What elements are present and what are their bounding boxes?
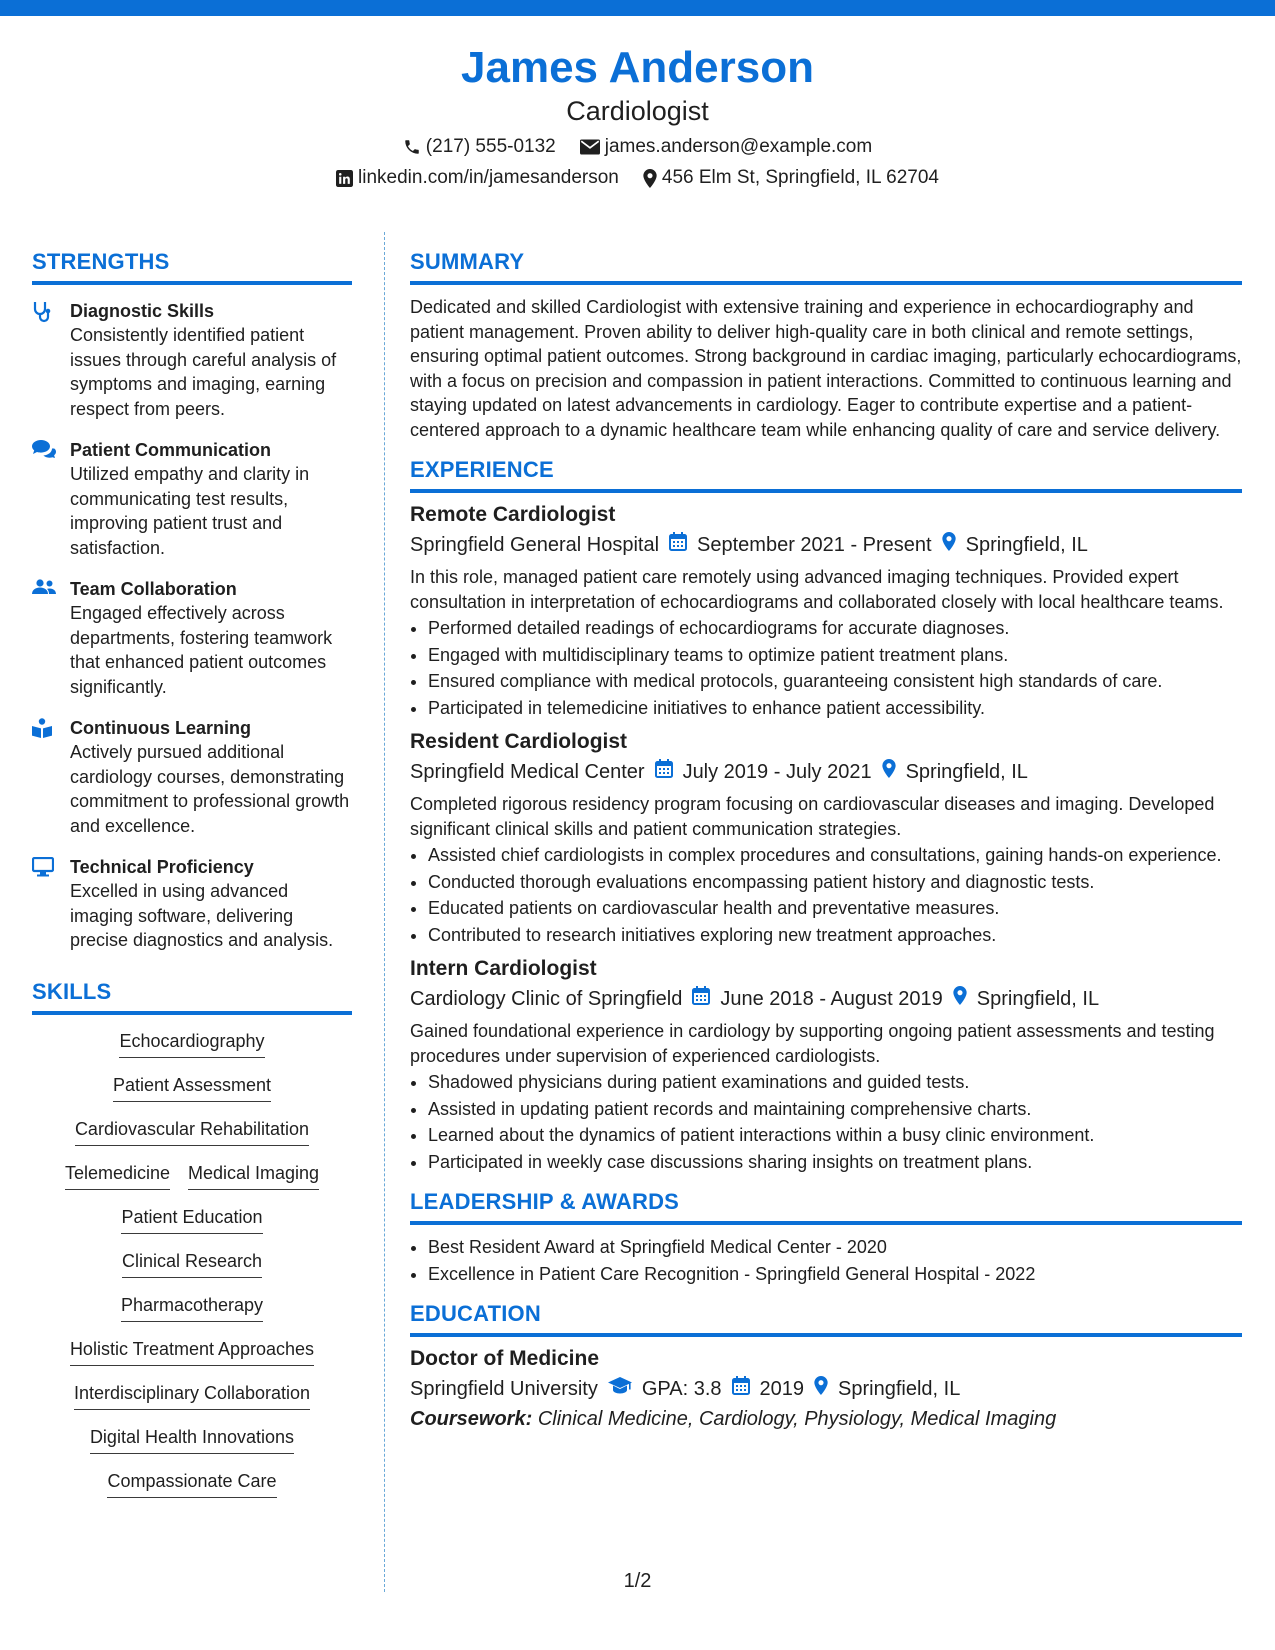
job-description: Completed rigorous residency program focusing on cardiovascular diseases and imaging. Developed significant clinical skills and patient communication strategies. xyxy=(410,794,1215,839)
job-meta xyxy=(410,985,1242,1013)
awards-heading: LEADERSHIP & AWARDS xyxy=(410,1188,1242,1225)
job-bullets xyxy=(410,843,1242,947)
award-item: • Excellence in Patient Care Recognition - Springfield General Hospital - 2022 xyxy=(428,1262,1242,1287)
strength-item xyxy=(32,716,352,838)
skills-heading: SKILLS xyxy=(32,978,352,1015)
education-section xyxy=(410,1300,1242,1433)
job-bullet: • Participated in telemedicine initiatives to enhance patient accessibility. xyxy=(428,696,1242,721)
page-number: 1/2 xyxy=(623,1570,652,1592)
job-bullet: • Conducted thorough evaluations encompassing patient history and diagnostic tests. xyxy=(428,870,1242,895)
strengths-heading: STRENGTHS xyxy=(32,248,352,285)
experience-heading: EXPERIENCE xyxy=(410,456,1242,493)
strength-item xyxy=(32,855,352,953)
skill-tag: Pharmacotherapy xyxy=(121,1293,263,1322)
linkedin-text: linkedin.com/in/jamesanderson xyxy=(358,167,619,188)
strength-desc: Actively pursued additional cardiology courses, demonstrating commitment to professional growth and excellence. xyxy=(70,742,350,836)
map-pin-icon xyxy=(953,985,967,1013)
job-location: Springfield, IL xyxy=(965,534,1088,556)
chat-bubbles-icon xyxy=(32,438,70,560)
job-bullet: • Performed detailed readings of echocardiograms for accurate diagnoses. xyxy=(428,616,1242,641)
job-title: Intern Cardiologist xyxy=(410,957,597,980)
skills-section xyxy=(32,978,352,1498)
strengths-list xyxy=(32,299,352,953)
users-icon xyxy=(32,577,70,699)
top-accent-bar xyxy=(0,0,1275,16)
skill-tag: Holistic Treatment Approaches xyxy=(70,1337,314,1366)
address-text: 456 Elm St, Springfield, IL 62704 xyxy=(661,167,939,188)
envelope-icon xyxy=(580,139,600,155)
summary-heading: SUMMARY xyxy=(410,248,1242,285)
email-contact[interactable] xyxy=(580,135,872,159)
education-meta xyxy=(410,1375,1242,1403)
strength-item xyxy=(32,438,352,560)
job-bullet: • Contributed to research initiatives exploring new treatment approaches. xyxy=(428,923,1242,948)
awards-list xyxy=(410,1235,1242,1286)
calendar-icon xyxy=(655,758,673,786)
candidate-name: James Anderson xyxy=(461,43,814,92)
job-description: Gained foundational experience in cardiology by supporting ongoing patient assessments and testing procedures under supervision of experienced cardiologists. xyxy=(410,1021,1215,1066)
map-pin-icon xyxy=(942,531,956,559)
job-entry xyxy=(410,728,1242,947)
education-location: Springfield, IL xyxy=(838,1378,961,1400)
skill-tag: Interdisciplinary Collaboration xyxy=(74,1381,310,1410)
stethoscope-icon xyxy=(32,299,70,421)
job-dates: June 2018 - August 2019 xyxy=(720,988,943,1010)
phone-contact[interactable] xyxy=(403,135,556,159)
job-description: In this role, managed patient care remotely using advanced imaging techniques. Provided expert consultation in interpretation of echocardiograms and collaborated closely with local healthcare teams. xyxy=(410,567,1224,612)
skill-tag: Compassionate Care xyxy=(107,1469,276,1498)
job-bullets xyxy=(410,616,1242,720)
left-column xyxy=(32,248,352,1498)
strength-item xyxy=(32,577,352,699)
job-title: Remote Cardiologist xyxy=(410,503,616,526)
job-bullet: • Engaged with multidisciplinary teams to optimize patient treatment plans. xyxy=(428,643,1242,668)
award-item: • Best Resident Award at Springfield Medical Center - 2020 xyxy=(428,1235,1242,1260)
linkedin-contact[interactable] xyxy=(336,166,619,190)
column-divider xyxy=(384,232,385,1592)
skill-tag: Digital Health Innovations xyxy=(90,1425,294,1454)
job-location: Springfield, IL xyxy=(976,988,1100,1010)
contact-row-2 xyxy=(0,166,1275,190)
job-employer: Cardiology Clinic of Springfield xyxy=(410,988,683,1010)
job-entry xyxy=(410,501,1242,720)
job-bullet: • Learned about the dynamics of patient interactions within a busy clinic environment. xyxy=(428,1123,1242,1148)
skill-tag: Medical Imaging xyxy=(188,1161,319,1190)
book-reader-icon xyxy=(32,716,70,838)
strength-item xyxy=(32,299,352,421)
skill-tag: Cardiovascular Rehabilitation xyxy=(75,1117,309,1146)
candidate-title: Cardiologist xyxy=(566,96,709,126)
strength-desc: Excelled in using advanced imaging software, delivering precise diagnostics and analysis. xyxy=(70,881,334,950)
email-text: james.anderson@example.com xyxy=(604,136,873,157)
job-dates: September 2021 - Present xyxy=(697,534,932,556)
job-meta xyxy=(410,758,1242,786)
phone-text: (217) 555-0132 xyxy=(425,136,556,157)
resume-header xyxy=(0,42,1275,190)
skill-tag: Telemedicine xyxy=(65,1161,170,1190)
job-dates: July 2019 - July 2021 xyxy=(682,761,872,783)
desktop-icon xyxy=(32,855,70,953)
calendar-icon xyxy=(669,531,687,559)
job-bullet: • Educated patients on cardiovascular health and preventative measures. xyxy=(428,896,1242,921)
education-heading: EDUCATION xyxy=(410,1300,1242,1337)
strength-title: Team Collaboration xyxy=(70,579,237,599)
skill-tag: Patient Assessment xyxy=(113,1073,271,1102)
awards-section xyxy=(410,1188,1242,1286)
school-name: Springfield University xyxy=(410,1378,598,1400)
map-pin-icon xyxy=(882,758,896,786)
job-bullet: • Ensured compliance with medical protocols, guaranteeing consistent high standards of care. xyxy=(428,669,1242,694)
calendar-icon xyxy=(732,1375,750,1403)
strength-title: Patient Communication xyxy=(70,440,272,460)
address-contact xyxy=(643,166,939,190)
contact-row-1 xyxy=(0,135,1275,159)
graduation-cap-icon xyxy=(608,1375,632,1403)
gpa-text: GPA: 3.8 xyxy=(641,1378,722,1400)
coursework-label: Coursework: xyxy=(410,1408,533,1430)
strength-desc: Consistently identified patient issues through careful analysis of symptoms and imaging, earning respect from peers. xyxy=(70,325,337,419)
job-bullet: • Assisted in updating patient records and maintaining comprehensive charts. xyxy=(428,1097,1242,1122)
job-bullet: • Participated in weekly case discussions sharing insights on treatment plans. xyxy=(428,1150,1242,1175)
job-bullet: • Shadowed physicians during patient examinations and guided tests. xyxy=(428,1070,1242,1095)
job-bullet: • Assisted chief cardiologists in complex procedures and consultations, gaining hands-on experience. xyxy=(428,843,1242,868)
strength-title: Continuous Learning xyxy=(70,718,251,738)
graduation-year: 2019 xyxy=(759,1378,805,1400)
map-pin-icon xyxy=(814,1375,828,1403)
skill-tag: Clinical Research xyxy=(122,1249,262,1278)
skills-list xyxy=(32,1029,352,1498)
degree-title: Doctor of Medicine xyxy=(410,1347,600,1370)
job-entry xyxy=(410,955,1242,1174)
right-column xyxy=(410,248,1242,1433)
strength-title: Diagnostic Skills xyxy=(70,301,215,321)
job-employer: Springfield Medical Center xyxy=(410,761,645,783)
skill-tag: Echocardiography xyxy=(119,1029,264,1058)
job-location: Springfield, IL xyxy=(905,761,1028,783)
strength-desc: Utilized empathy and clarity in communicating test results, improving patient trust and satisfaction. xyxy=(70,464,310,558)
job-employer: Springfield General Hospital xyxy=(410,534,660,556)
coursework xyxy=(410,1405,1242,1433)
coursework-list: Clinical Medicine, Cardiology, Physiology, Medical Imaging xyxy=(537,1408,1057,1430)
phone-icon xyxy=(403,138,421,156)
strength-title: Technical Proficiency xyxy=(70,857,254,877)
map-pin-icon xyxy=(643,169,657,188)
job-title: Resident Cardiologist xyxy=(410,730,628,753)
linkedin-icon xyxy=(336,170,353,187)
summary-text: Dedicated and skilled Cardiologist with extensive training and experience in echocardiography and patient management. Proven ability to deliver high-quality care in both clinical and remote settings, ensuring optimal patient outcomes. Strong background in cardiac imaging, particularly echocardiograms, with a focus on precision and compassion in patient interactions. Committed to continuous learning and staying updated on latest advancements in cardiology. Eager to contribute expertise and a patient-centered approach to a dynamic healthcare team while enhancing quality of care and service delivery. xyxy=(410,297,1242,440)
skill-tag: Patient Education xyxy=(121,1205,262,1234)
job-bullets xyxy=(410,1070,1242,1174)
strength-desc: Engaged effectively across departments, fostering teamwork that enhanced patient outcomes significantly. xyxy=(70,603,333,697)
calendar-icon xyxy=(692,985,710,1013)
job-meta xyxy=(410,531,1242,559)
